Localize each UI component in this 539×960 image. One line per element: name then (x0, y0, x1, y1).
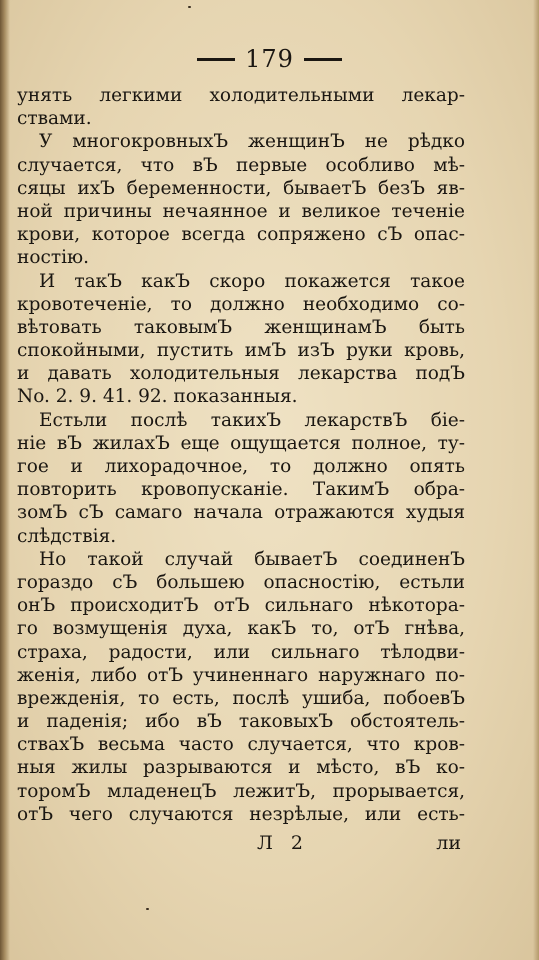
text-line: Естьли послѣ такихЪ лекарствЪ біе- (39, 409, 465, 431)
text-line: случается, что вЪ первые особливо мѣ- (17, 154, 465, 176)
text-line: ныя жилы разрываются и мѣсто, вЪ ко- (17, 757, 465, 779)
text-line: ной причины нечаянное и великое теченіе (17, 200, 465, 222)
text-line: врежденія, то есть, послѣ ушиба, побоевЪ (17, 687, 465, 709)
text-line: и давать холодительныя лекарства подЪ (17, 363, 465, 385)
text-line: Но такой случай бываетЪ соединенЪ (39, 548, 465, 570)
ink-speck (146, 908, 149, 910)
text-line: вѣтовать таковымЪ женщинамЪ быть (17, 316, 465, 338)
signature-mark: Л 2 (257, 832, 309, 854)
ink-speck (188, 6, 191, 8)
binding-shadow (0, 0, 10, 960)
text-line: торомЪ младенецЪ лежитЪ, прорывается, (17, 780, 465, 802)
text-line: крови, которое всегда сопряжено сЪ опас- (17, 224, 465, 246)
text-line: ствами. (17, 108, 92, 130)
text-line: зомЪ сЪ самаго начала отражаются худыя (17, 502, 465, 524)
page-header (0, 44, 539, 74)
text-line: унять легкими холодительными лекар- (17, 85, 465, 106)
text-line: повторить кровопусканіе. ТакимЪ обра- (17, 479, 465, 501)
text-line: У многокровныхЪ женщинЪ не рѣдко (39, 131, 465, 153)
text-line: и паденія; ибо вЪ таковыхЪ обстоятель- (17, 711, 465, 733)
text-line: отЪ чего случаются незрѣлые, или есть- (17, 803, 465, 825)
text-line: онЪ происходитЪ отЪ сильнаго нѣкотора- (17, 595, 465, 617)
text-line: сяцы ихЪ беременности, бываетЪ безЪ яв- (17, 177, 465, 199)
page-number: 179 (245, 45, 294, 73)
header-rule-left (197, 58, 235, 61)
text-line: ностію. (17, 247, 89, 269)
body-text (17, 84, 465, 826)
text-line: ніе вЪ жилахЪ еще ощущается полное, ту- (17, 432, 465, 454)
catchword: ли (436, 832, 461, 854)
text-line: страха, радости, или сильнаго тѣлодви- (17, 641, 465, 663)
text-line: слѣдствія. (17, 525, 117, 547)
text-line: ствахЪ весьма часто случается, что кров- (17, 734, 465, 756)
text-line: No. 2. 9. 41. 92. показанныя. (17, 386, 298, 408)
text-line: спокойными, пустить имЪ изЪ руки кровь, (17, 340, 465, 362)
text-line: кровотеченіе, то должно необходимо со- (17, 293, 465, 315)
page-edge-shadow (533, 0, 539, 960)
text-line: женія, либо отЪ учиненнаго наружнаго по- (17, 664, 465, 686)
page-footer (17, 832, 465, 858)
text-line: го возмущенія духа, какЪ то, отЪ гнѣва, (17, 618, 465, 640)
text-line: гое и лихорадочное, то должно опять (17, 456, 465, 477)
text-line: гораздо сЪ большею опасностію, естьли (17, 571, 465, 593)
header-rule-right (304, 58, 342, 61)
text-line: И такЪ какЪ скоро покажется такое (39, 270, 465, 292)
